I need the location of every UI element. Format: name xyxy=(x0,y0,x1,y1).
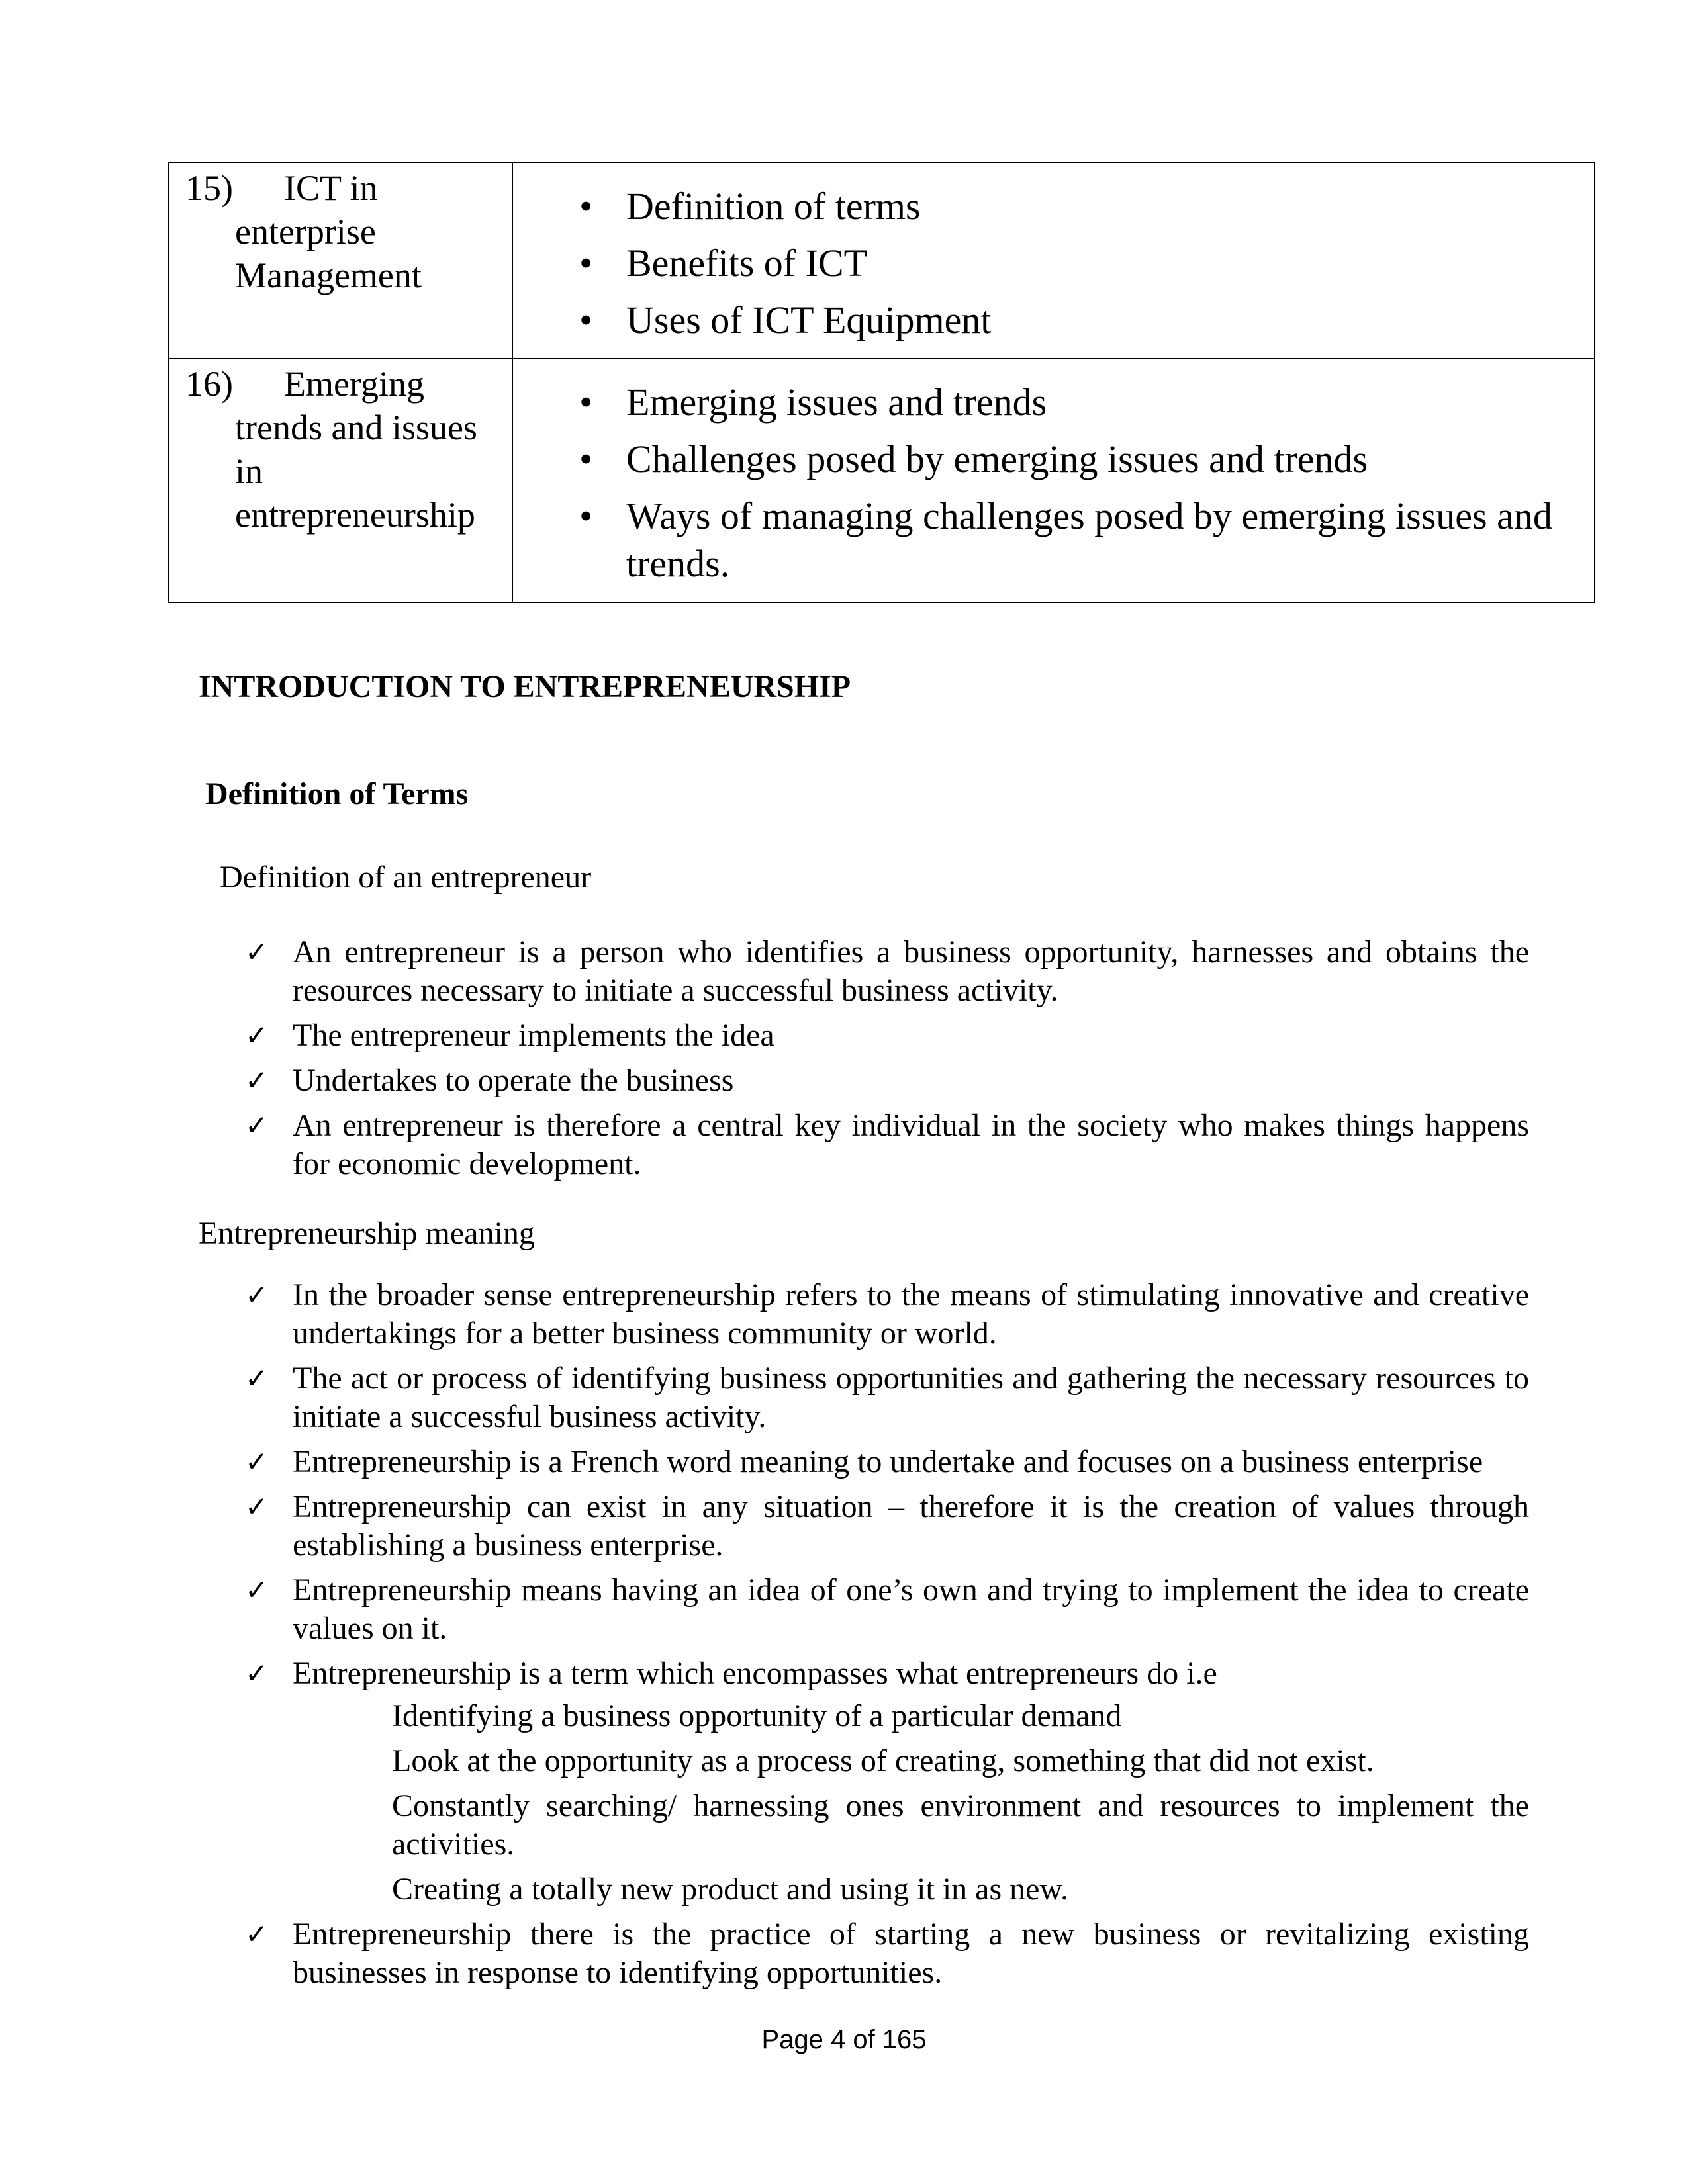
topic-title: Management xyxy=(235,255,422,295)
checkmark-icon: ✓ xyxy=(245,1279,269,1311)
topic-title: ICT in xyxy=(284,168,378,208)
topic-title: trends and issues xyxy=(235,408,477,447)
table-row xyxy=(169,359,1595,602)
bullet-icon: • xyxy=(579,437,593,480)
list-item: Constantly searching/ harnessing ones environment and resources to implement the activities. xyxy=(392,1788,1529,1862)
checkmark-icon: ✓ xyxy=(245,1019,269,1052)
checkmark-icon: ✓ xyxy=(245,1490,269,1523)
list-item: ✓ In the broader sense entrepreneurship refers to the means of stimulating innovative and creative undertakings for a better business community or world. xyxy=(245,1277,1529,1351)
topic-number: 15) xyxy=(185,168,233,208)
list-item: Look at the opportunity as a process of creating, something that did not exist. xyxy=(392,1743,1374,1778)
checkmark-icon: ✓ xyxy=(245,1445,269,1478)
table-row xyxy=(169,163,1595,359)
bullet-icon: • xyxy=(579,185,593,228)
list-item: Creating a totally new product and using it in as new. xyxy=(392,1872,1068,1907)
list-item: ✓ The entrepreneur implements the idea xyxy=(245,1017,1529,1055)
list-item: ✓ Entrepreneurship is a term which encompasses what entrepreneurs do i.e Identifying a business opportunity of a particular demand Look at the opportunity as a process of creating, something that did not exist. Constantly searching/ harnessing ones environment and resources to implement the activities. Creating a totally new product and using it in as new. xyxy=(245,1655,1529,1909)
checkmark-icon: ✓ xyxy=(245,1657,269,1690)
section-heading: Definition of Terms xyxy=(205,776,469,811)
list-item: • Benefits of ICT xyxy=(513,235,1561,292)
subtopics-cell xyxy=(512,163,1595,359)
bullet-icon: • xyxy=(579,298,593,341)
topic-cell xyxy=(169,359,512,602)
bullet-icon: • xyxy=(579,381,593,424)
page-number: Page 4 of 165 xyxy=(761,2025,927,2054)
subtopic-list xyxy=(513,374,1561,592)
list-item: ✓ Undertakes to operate the business xyxy=(245,1062,1529,1100)
list-item: ✓ An entrepreneur is therefore a central key individual in the society who makes things happens for economic development. xyxy=(245,1108,1529,1181)
sub-points-list xyxy=(293,1697,1529,1909)
list-item: ✓ Entrepreneurship can exist in any situation – therefore it is the creation of values through establishing a business enterprise. xyxy=(245,1489,1529,1563)
list-item: ✓ Entrepreneurship is a French word meaning to undertake and focuses on a business enterprise xyxy=(245,1443,1529,1481)
checkmark-icon: ✓ xyxy=(245,936,269,968)
list-item: • Emerging issues and trends xyxy=(513,374,1561,431)
topic-title: enterprise xyxy=(235,212,376,251)
list-item: ✓ The act or process of identifying business opportunities and gathering the necessary resources to initiate a successful business activity. xyxy=(245,1361,1529,1434)
list-item: ✓ Entrepreneurship there is the practice of starting a new business or revitalizing existing businesses in response to identifying opportunities. xyxy=(245,1917,1529,1990)
topic-cell xyxy=(169,163,512,359)
topics-table xyxy=(168,162,1595,603)
subheading-entrepreneur: Definition of an entrepreneur xyxy=(220,860,592,895)
list-item: • Definition of terms xyxy=(513,178,1561,235)
subheading-entrepreneurship: Entrepreneurship meaning xyxy=(199,1216,535,1251)
list-item: ✓ An entrepreneur is a person who identifies a business opportunity, harnesses and obtains the resources necessary to initiate a successful business activity. xyxy=(245,934,1529,1008)
list-item: • Ways of managing challenges posed by emerging issues and trends. xyxy=(513,488,1561,592)
topic-number: 16) xyxy=(185,364,233,404)
bullet-icon: • xyxy=(579,494,593,537)
topic-title: Emerging xyxy=(284,364,424,404)
entrepreneur-points xyxy=(245,933,1529,1190)
subtopics-cell xyxy=(512,359,1595,602)
checkmark-icon: ✓ xyxy=(245,1362,269,1394)
checkmark-icon: ✓ xyxy=(245,1918,269,1950)
topic-title: in xyxy=(235,451,263,491)
entrepreneurship-points xyxy=(245,1276,1529,1999)
subtopic-list xyxy=(513,178,1561,349)
checkmark-icon: ✓ xyxy=(245,1109,269,1142)
topic-title: entrepreneurship xyxy=(235,495,475,535)
list-item: Identifying a business opportunity of a particular demand xyxy=(392,1698,1122,1733)
list-item: ✓ Entrepreneurship means having an idea of one’s own and trying to implement the idea to create values on it. xyxy=(245,1572,1529,1646)
checkmark-icon: ✓ xyxy=(245,1574,269,1606)
checkmark-icon: ✓ xyxy=(245,1064,269,1097)
list-item: • Uses of ICT Equipment xyxy=(513,292,1561,349)
list-item: • Challenges posed by emerging issues and trends xyxy=(513,431,1561,488)
page-title: INTRODUCTION TO ENTREPRENEURSHIP xyxy=(199,669,851,704)
bullet-icon: • xyxy=(579,242,593,285)
